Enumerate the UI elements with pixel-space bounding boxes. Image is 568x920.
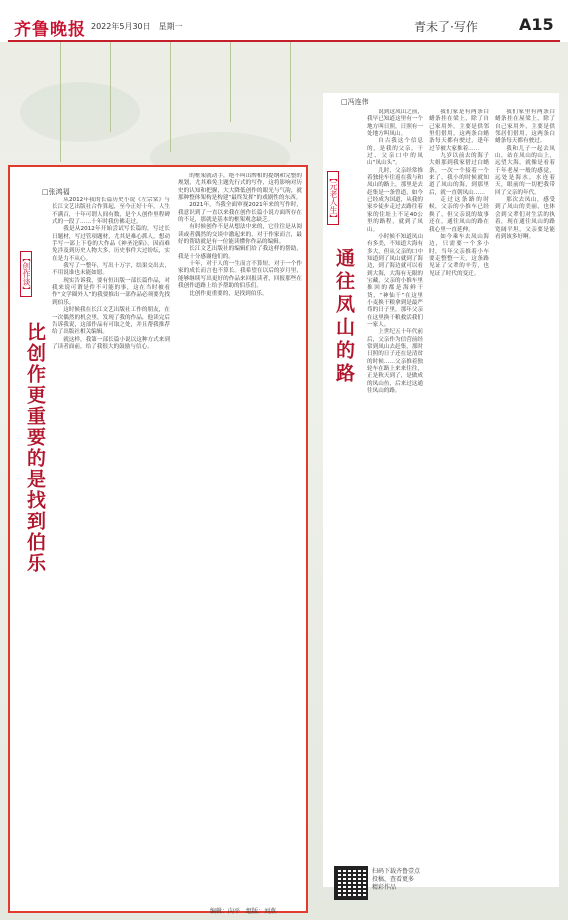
paragraph: 走过这条路的时候，父亲的小推车已经换了，但父亲说的故事还在，通往凤山的路在我心里一直延伸。: [429, 197, 489, 233]
willow-branch: [290, 42, 291, 142]
article-column: [178, 173, 302, 797]
paragraph: 2021年，当我全面审视2021年来的写作时，我意识到了一直以来我在创作长篇小说方面所存在的不足，那就是基本的框架观念缺乏。: [178, 202, 302, 224]
paragraph: 说到这凤山之前，我早已知道这里有一个地方叫日照，日照有一处地方叫凤山。: [367, 109, 423, 138]
paragraph: 我和儿子一起去凤山，站在凤山的山上，远望大海，就像是看着千年老屋一般的感觉，远处是海水，水连着天，眼前的一切把我带回了父亲的年代。: [495, 145, 555, 196]
article-author: □冯连伟: [341, 98, 369, 106]
editor-credit: 编辑：向平 组版：刘燕: [210, 908, 277, 915]
page-number: A15: [519, 15, 554, 34]
paragraph: 从2012年我的长篇历史小说《左宗棠》与长江文艺出版社合作算起，至今正好十年，人生不满百，十年可谓人间有数，是个人创作里程碑式的一段了……十年时我仿佛走过。: [52, 197, 170, 226]
willow-branch: [230, 42, 231, 122]
column-tag: 【元老人生】: [327, 171, 339, 225]
article-title: 通往凤山的路: [333, 248, 355, 386]
article-column: [367, 109, 423, 879]
column-tag: 【创作谈】: [20, 251, 32, 297]
paragraph: 我是从2012年开始尝试写长篇的，写过长日题材，写过管项题材，尤其是难心抓人，想动手写一部上下卷的大作品《神圣沦陷》，因而难免涉及到历史人物大多，历史事件大过纷纭，实在是力不从心。: [52, 226, 170, 262]
article-title: 比创作更重要的是找到伯乐: [24, 322, 46, 574]
paragraph: 九岁以前去的海子大姐那到我家借过白蜡条，一次一个接着一个来了，我小的时候就知道了凤山的海，到那里后，就一直朝凤山……: [429, 153, 489, 196]
paragraph: 这时候我在长江文艺出版社工作的朋友，在一次偶然的机会里，发现了我的作品，他读完后告诉我说，这部作品有可取之处，并且帮我推荐给了出版社相关编辑。: [52, 307, 170, 336]
paragraph: 就这样，我第一部长篇小说以这种方式来到了读者面前，给了我很大的鼓励与信心。: [52, 336, 170, 350]
paragraph: 上世纪五十年代前后，父亲作为信营前经常到凤山去赶集，那时日照的日子还在是清贫的时候……父亲推着独轮车在路上来来往往，正是秋天到了，是做成的凤山鱼，后来过这通往凤山的路。: [367, 329, 423, 395]
mist-shape: [20, 82, 140, 142]
paragraph: 的框架就动手，绝不叫出牌相的提纲和完整的规划，尤其难免主题先行式的写作，这将影响对历史的认知和把握，大大降低创作的眼光与气韵，就那种整体架构是构建“最终发挥”的戏剧性的东西。: [178, 173, 302, 202]
willow-branch: [110, 42, 111, 132]
paragraph: 我们家里有两条白蜡条挂在屋梁上，除了自己家用外，主要是供邻居们借用，这两条白蜡条每天都有驶过。: [495, 109, 555, 145]
newspaper-logo: 齐鲁晚报: [14, 20, 86, 40]
paragraph: 现实告诉我，要有恒出版一部长篇作品，对我来说可谓是件不可能的事，这在当时被看作“文学圈外人”的我要推出一部作品必须要先找到伯乐。: [52, 277, 170, 306]
paragraph: 如今乘车去凤山海边，只需要一个多小时，当年父亲推着小车要走整整一天，这条路见证了父辈的辛劳，也见证了时代的变迁。: [429, 233, 489, 277]
qr-caption: 扫码下载齐鲁壹点 投稿，查看更多 精彩作品: [372, 868, 421, 891]
paragraph: 长江文艺出版社的编辑们给了我这样的帮助，我是十分感谢他们的。: [178, 246, 302, 260]
article-column: [52, 197, 170, 905]
issue-date: 2022年5月30日 星期一: [91, 22, 183, 31]
article-author: □张鸿福: [42, 188, 70, 196]
paragraph: 自古我这个信息的，是我的父亲，干过、父亲口中的凤山“凤山头”。: [367, 138, 423, 167]
willow-branch: [170, 42, 171, 152]
article-column: [495, 109, 555, 879]
article-column: [429, 109, 489, 879]
paragraph: 那次去凤山，感受到了凤山的美丽，也体会到父辈们对生活的执着，现在通往凤山的路宽阔平坦，父亲要是能看到该多好啊。: [495, 197, 555, 240]
section-title: 青未了·写作: [414, 20, 478, 34]
paragraph: 我写了一整年，写出十万字，结果交出去，不用说谁也未能如愿。: [52, 263, 170, 277]
paragraph: 比创作更重要的，是找到伯乐。: [189, 290, 268, 297]
paragraph: 小时候不知道凤山有多美，不知道大海有多大，但从父亲的口中知道到了凤山就到了海边，到了海边就可以看到大海，大海有无限的宝藏，父亲的小推车里推回的都是海鲜干货，“神仙干”在这里小麦换干粮拿到是最严苟的日子里，那年父亲在这里换干粮救活我们一家人。: [367, 233, 423, 328]
article-tongwang-fengshan: [323, 93, 559, 887]
paragraph: 儿时，父亲经常推着独轮车往返在我与和凤山的路上，那里是去赶集是一条曾道，如今已经成为国道，从我的家乡徒步走过去路往着家的住址上不足40公里的路程，就到了凤山。: [367, 167, 423, 233]
paragraph: 有时候创作不是从想法中来的，它往往是从阅读或者偶然的交谈中激起来的，对于作家而言，最好的帮助就是有一位能读懂你作品的编辑。: [178, 224, 302, 246]
article-creation-talk: [8, 165, 308, 913]
willow-branch: [60, 42, 61, 162]
qr-code-icon[interactable]: [334, 866, 368, 900]
paragraph: 我们家是有两条白蜡条挂在梁上，除了自己家用外，主要是供邻里们借用，这两条白蜡条每天都有驶过，逢年过节被大家推着……: [429, 109, 489, 152]
paragraph: 十年，对于人的一生而言不算短，对于一个作家的成长而言也不算长。我希望在以后的岁月里，能够继续写出更好的作品来回报读者，回报那些在我创作道路上给予帮助的伯乐们。: [178, 261, 302, 290]
